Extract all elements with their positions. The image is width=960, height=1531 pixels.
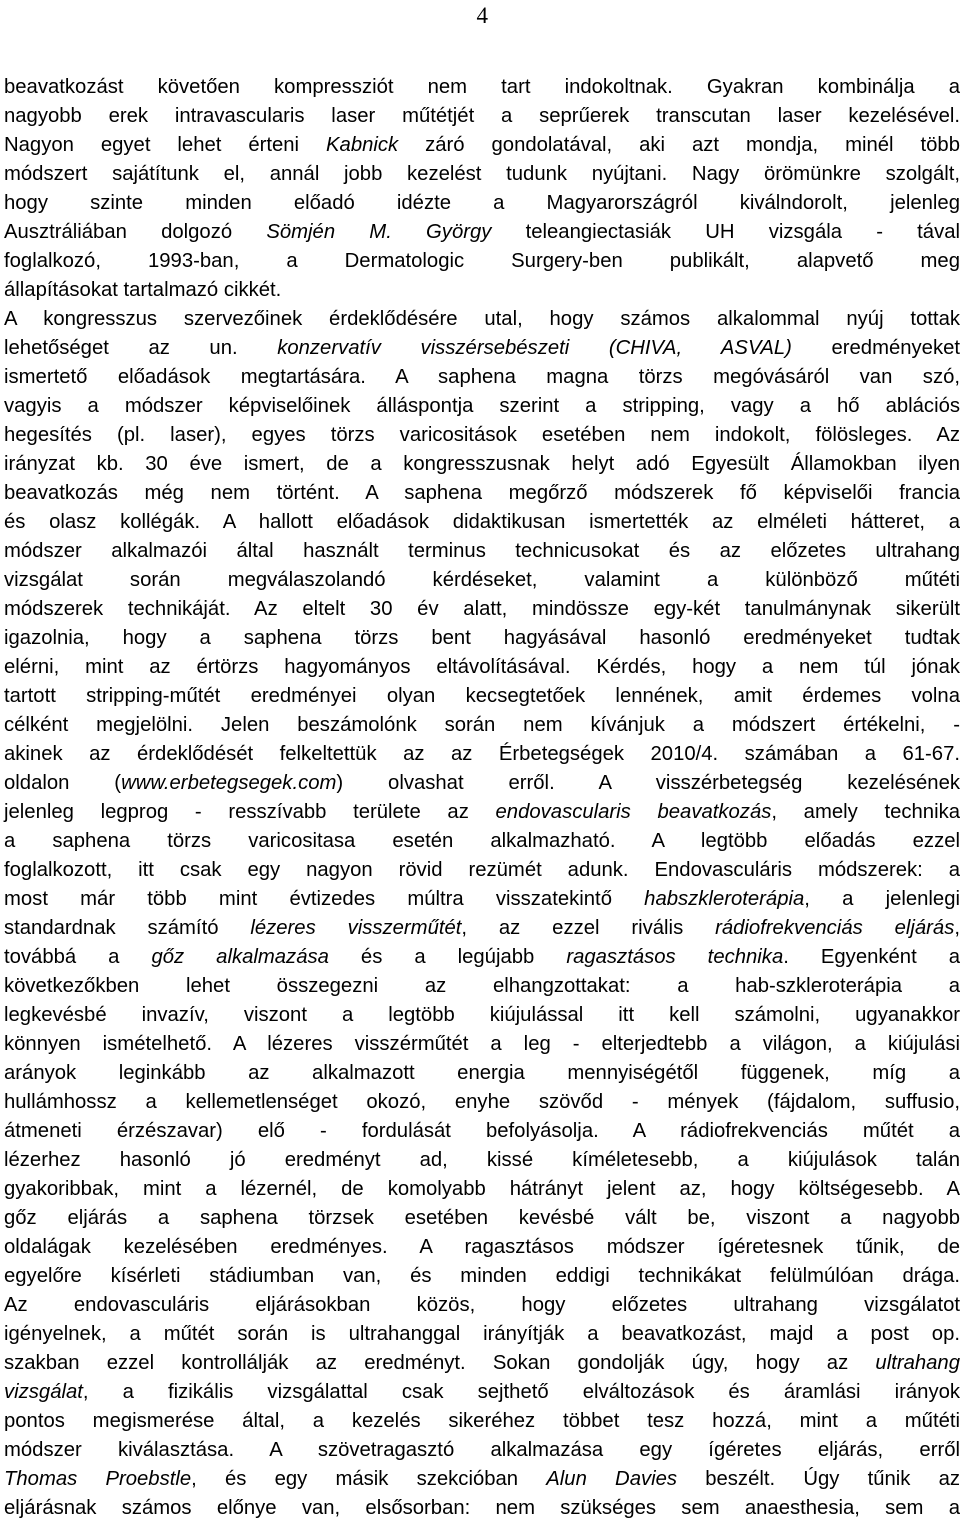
text-run: módszerek technikáját. Az eltelt 30 év alatt, mindössze egy-két tanulmánynak sikerült xyxy=(4,598,960,620)
text-line xyxy=(4,1494,960,1523)
text-line xyxy=(4,1088,960,1117)
text-line xyxy=(4,1175,960,1204)
text-run: igazolnia, hogy a saphena törzs bent hagyásával hasonló eredményeket tudtak xyxy=(4,627,960,649)
text-run: igényelnek, a műtét során is ultrahanggal irányítják a beavatkozást, majd a post op. xyxy=(4,1323,960,1345)
text-line xyxy=(4,914,960,943)
text-run: , amely technika xyxy=(771,801,960,823)
text-run: hogy szinte minden előadó idézte a Magyarországról kiválndorolt, jelenleg xyxy=(4,192,960,214)
text-line xyxy=(4,1349,960,1378)
text-run: most már több mint évtizedes múltra visszatekintő xyxy=(4,888,645,910)
text-line xyxy=(4,508,960,537)
text-run: vizsgálat során megválaszolandó kérdéseket, valamint a különböző műtéti xyxy=(4,569,960,591)
text-line xyxy=(4,682,960,711)
text-run: átmeneti érzészavar) elő - fordulását befolyásolja. A rádiofrekvenciás műtét a xyxy=(4,1120,960,1142)
text-run: lézerhez hasonló jó eredményt ad, kissé kíméletesebb, a kiújulások talán xyxy=(4,1149,960,1171)
text-line xyxy=(4,73,960,102)
text-run: pontos megismerése által, a kezelés sikeréhez többet tesz hozzá, mint a műtéti xyxy=(4,1410,960,1432)
text-run: oldalon ( xyxy=(4,772,122,794)
text-line xyxy=(4,189,960,218)
text-line xyxy=(4,305,960,334)
text-run: beavatkozás még nem történt. A saphena megőrző módszerek fő képviselői francia xyxy=(4,482,960,504)
text-line xyxy=(4,1465,960,1494)
text-line xyxy=(4,885,960,914)
text-run: gőz eljárás a saphena törzsek esetében kevésbé vált be, viszont a nagyobb xyxy=(4,1207,960,1229)
text-run: jelenleg legprog - resszívabb területe az xyxy=(4,801,496,823)
text-run: ismertető előadások megtartására. A saphena magna törzs megóvásáról van szó, xyxy=(4,366,960,388)
text-line xyxy=(4,1117,960,1146)
text-run: lehetőséget az un. xyxy=(4,337,278,359)
text-line xyxy=(4,479,960,508)
text-line xyxy=(4,1378,960,1407)
text-run: módszert sajátítunk el, annál jobb kezelést tudunk nyújtani. Nagy örömünkre szolgált, xyxy=(4,163,960,185)
text-run: , az ezzel rivális xyxy=(461,917,716,939)
text-run: , a jelenlegi xyxy=(804,888,960,910)
text-run: A kongresszus szervezőinek érdeklődésére utal, hogy számos alkalommal nyúj tottak xyxy=(4,308,960,330)
text-run: hegesítés (pl. laser), egyes törzs varicositások esetében nem indokolt, fölösleges. Az xyxy=(4,424,960,446)
text-line xyxy=(4,1204,960,1233)
text-run: teleangiectasiák UH vizsgála - tával xyxy=(491,221,960,243)
text-line xyxy=(4,131,960,160)
text-run: ) olvashat erről. A visszérbetegség kezelésének xyxy=(336,772,960,794)
italic-text: rádiofrekvenciás eljárás xyxy=(715,917,955,939)
italic-text: Thomas Proebstle xyxy=(4,1468,192,1490)
text-run: , és egy másik szekcióban xyxy=(191,1468,547,1490)
text-line xyxy=(4,595,960,624)
text-line xyxy=(4,1407,960,1436)
text-line xyxy=(4,972,960,1001)
text-line xyxy=(4,334,960,363)
text-line xyxy=(4,653,960,682)
italic-text: lézeres visszerműtét xyxy=(250,917,462,939)
text-run: elérni, mint az értörzs hagyományos eltávolításával. Kérdés, hogy a nem túl jónak xyxy=(4,656,960,678)
text-line xyxy=(4,566,960,595)
text-run: foglalkozó, 1993-ban, a Dermatologic Surgery-ben publikált, alapvető meg xyxy=(4,250,960,272)
text-run: , xyxy=(954,917,960,939)
page-number: 4 xyxy=(476,3,488,28)
text-run: állapításokat tartalmazó cikkét. xyxy=(4,279,282,301)
text-line xyxy=(4,450,960,479)
text-line xyxy=(4,769,960,798)
text-line xyxy=(4,856,960,885)
text-run: vagyis a módszer képviselőinek álláspontja szerint a stripping, vagy a hő ablációs xyxy=(4,395,960,417)
text-run: célként megjelölni. Jelen beszámolónk során nem kívánjuk a módszert értékelni, - xyxy=(4,714,960,736)
text-run: módszer kiválasztása. A szövetragasztó alkalmazása egy ígéretes eljárás, erről xyxy=(4,1439,960,1461)
text-run: beszélt. Úgy tűnik az xyxy=(677,1468,960,1490)
italic-text: ultrahang xyxy=(875,1352,960,1374)
text-run: legkevésbé invazív, viszont a legtöbb kiújulással itt kell számolni, ugyanakkor xyxy=(4,1004,960,1026)
text-line xyxy=(4,1233,960,1262)
text-line xyxy=(4,160,960,189)
text-run: , a fizikális vizsgálattal csak sejthető elváltozások és áramlási irányok xyxy=(82,1381,960,1403)
text-run: módszer alkalmazói által használt terminus technicusokat és az előzetes ultrahang xyxy=(4,540,960,562)
text-line xyxy=(4,943,960,972)
text-run: következőkben lehet összegezni az elhangzottakat: a hab-szkleroterápia a xyxy=(4,975,960,997)
text-run: tartott stripping-műtét eredményei olyan kecsegtetőek lennének, amit érdemes volna xyxy=(4,685,960,707)
text-line xyxy=(4,1146,960,1175)
italic-text: Kabnick xyxy=(326,134,399,156)
italic-text: www.erbetegsegek.com xyxy=(121,772,337,794)
italic-text: endovascularis beavatkozás xyxy=(495,801,772,823)
italic-text: vizsgálat xyxy=(4,1381,83,1403)
text-line xyxy=(4,827,960,856)
text-run: nagyobb erek intravascularis laser műtétjét a seprűerek transcutan laser kezelésével. xyxy=(4,105,960,127)
text-line xyxy=(4,711,960,740)
text-run: Az endovasculáris eljárásokban közös, hogy előzetes ultrahang vizsgálatot xyxy=(4,1294,960,1316)
text-run: a saphena törzs varicositasa esetén alkalmazható. A legtöbb előadás ezzel xyxy=(4,830,960,852)
italic-text: ragasztásos technika xyxy=(566,946,784,968)
text-run: eredményeket xyxy=(791,337,960,359)
text-run: arányok leginkább az alkalmazott energia mennyiségétől függenek, míg a xyxy=(4,1062,960,1084)
text-line xyxy=(4,798,960,827)
italic-text: habszkleroterápia xyxy=(644,888,805,910)
text-run: gyakoribbak, mint a lézernél, de komolyabb hátrányt jelent az, hogy költségesebb. A xyxy=(4,1178,960,1200)
text-run: oldalágak kezelésében eredményes. A ragasztásos módszer ígéretesnek tűnik, de xyxy=(4,1236,960,1258)
text-line xyxy=(4,1291,960,1320)
italic-text: gőz alkalmazása xyxy=(151,946,329,968)
text-run: akinek az érdeklődését felkeltettük az az Érbetegségek 2010/4. számában a 61-67. xyxy=(4,743,960,765)
italic-text: Alun Davies xyxy=(546,1468,678,1490)
text-run: záró gondolatával, aki azt mondja, minél több xyxy=(398,134,960,156)
text-line xyxy=(4,740,960,769)
italic-text: Sömjén M. György xyxy=(266,221,492,243)
text-run: továbbá a xyxy=(4,946,152,968)
text-line xyxy=(4,102,960,131)
text-run: és a legújabb xyxy=(328,946,567,968)
text-line xyxy=(4,537,960,566)
body-text xyxy=(4,73,960,1523)
text-line xyxy=(4,421,960,450)
text-run: hullámhossz a kellemetlenséget okozó, enyhe szövőd - mények (fájdalom, suffusio, xyxy=(4,1091,960,1113)
italic-text: konzervatív visszérsebészeti (CHIVA, ASVAL) xyxy=(277,337,792,359)
text-run: és olasz kollégák. A hallott előadások didaktikusan ismertették az elméleti hátteret, a xyxy=(4,511,960,533)
text-run: könnyen ismételhető. A lézeres visszérműtét a leg - elterjedtebb a világon, a kiújulási xyxy=(4,1033,960,1055)
text-line xyxy=(4,1320,960,1349)
text-line xyxy=(4,363,960,392)
text-line xyxy=(4,1436,960,1465)
text-run: szakban ezzel kontrollálják az eredményt. Sokan gondolják úgy, hogy az xyxy=(4,1352,876,1374)
text-run: standardnak számító xyxy=(4,917,251,939)
text-run: Ausztráliában dolgozó xyxy=(4,221,267,243)
text-run: . Egyenként a xyxy=(783,946,960,968)
text-line xyxy=(4,247,960,276)
text-line xyxy=(4,1262,960,1291)
text-run: Nagyon egyet lehet érteni xyxy=(4,134,327,156)
text-run: eljárásnak számos előnye van, elsősorban: nem szükséges sem anaesthesia, sem a xyxy=(4,1497,960,1519)
text-run: beavatkozást követően kompressziót nem tart indokoltnak. Gyakran kombinálja a xyxy=(4,76,960,98)
text-line xyxy=(4,276,960,305)
text-run: foglalkozott, itt csak egy nagyon rövid rezümét adunk. Endovasculáris módszerek: a xyxy=(4,859,960,881)
text-line xyxy=(4,1001,960,1030)
text-line xyxy=(4,1059,960,1088)
text-run: egyelőre kísérleti stádiumban van, és minden eddigi technikákat felülmúlóan drága. xyxy=(4,1265,960,1287)
text-line xyxy=(4,1030,960,1059)
text-line xyxy=(4,218,960,247)
text-run: irányzat kb. 30 éve ismert, de a kongresszusnak helyt adó Egyesült Államokban ilyen xyxy=(4,453,960,475)
text-line xyxy=(4,392,960,421)
text-line xyxy=(4,624,960,653)
